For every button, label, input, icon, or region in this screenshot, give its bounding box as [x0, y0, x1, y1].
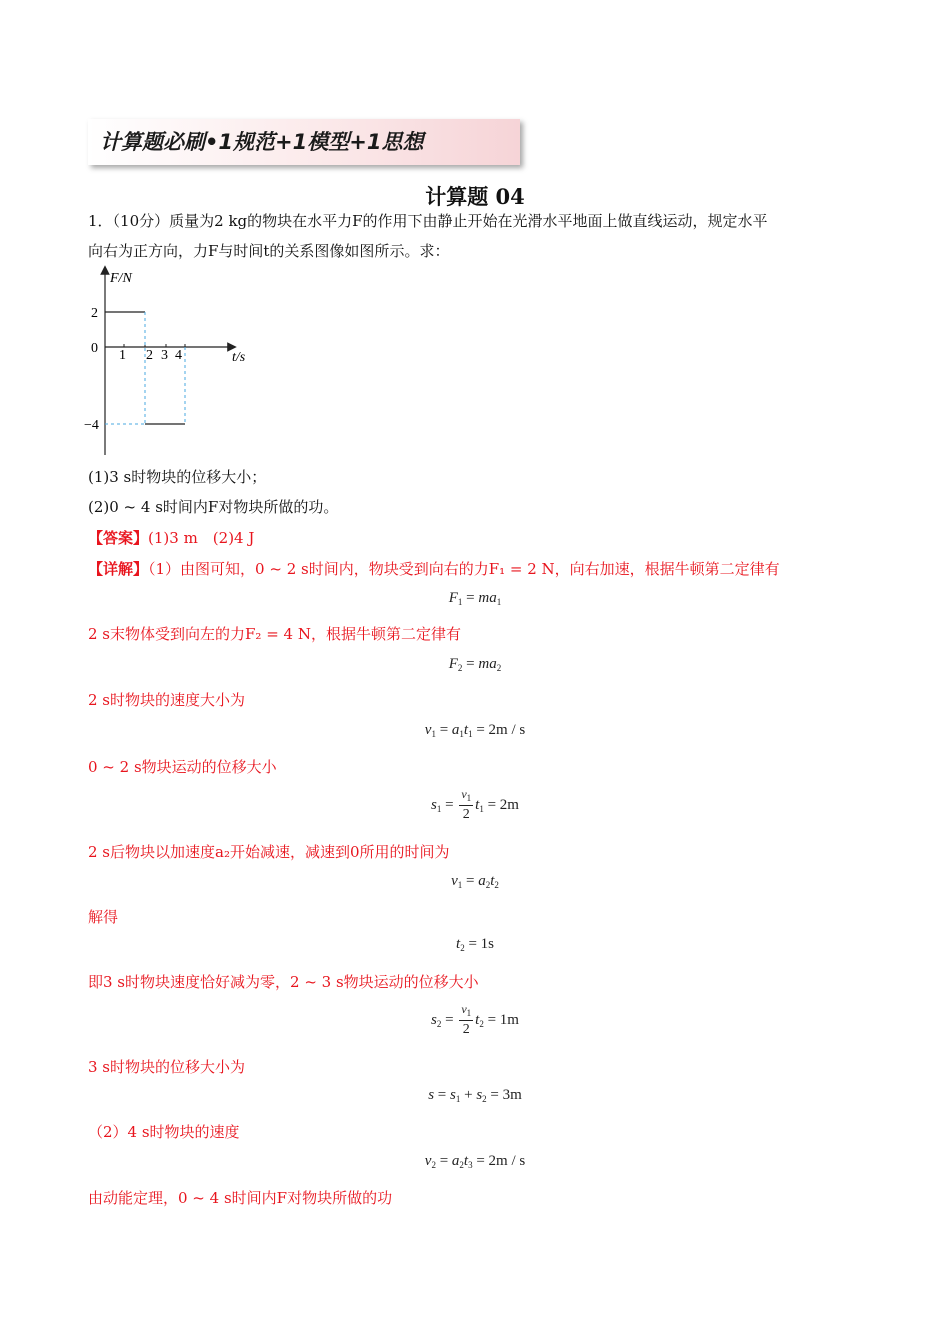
y-tick-neg4: −4 [84, 418, 99, 433]
banner-text: 计算题必刷•1规范+1模型+1思想 [100, 130, 424, 154]
detail-line-10: 由动能定理，0 ~ 4 s时间内F对物块所做的功 [88, 1189, 393, 1207]
sub-question-1: (1)3 s时物块的位移大小； [88, 468, 267, 486]
section-banner [88, 119, 520, 165]
detail-label: 【详解】 [88, 560, 149, 578]
equation-f1: $F_1 = ma_1$ [448, 590, 502, 607]
detail-line-5: 2 s后物块以加速度a₂开始减速，减速到0所用的时间为 [88, 843, 450, 861]
x-tick-1: 1 [119, 348, 126, 363]
answer-label: 【答案】 [88, 529, 149, 547]
y-tick-0: 0 [91, 341, 98, 356]
equation-s1: $s_1$ = $\frac{v_1}{2}$ $t_1 = 2m$ [431, 787, 519, 822]
sub-question-2: (2)0 ~ 4 s时间内F对物块所做的功。 [88, 498, 339, 516]
detail-line-6: 解得 [88, 908, 119, 926]
equation-v1: $v_1 = a_1t_1 = 2m / s$ [424, 722, 526, 739]
detail-line-2: 2 s末物体受到向左的力F₂ = 4 N，根据牛顿第二定律有 [88, 625, 461, 643]
x-tick-2: 2 [146, 348, 153, 363]
force-time-graph [82, 265, 262, 460]
y-tick-2: 2 [91, 306, 98, 321]
detail-line-8: 3 s时物块的位移大小为 [88, 1058, 246, 1076]
page-title: 计算题 04 [425, 184, 525, 209]
equation-t2: $t_2 = 1s$ [456, 936, 494, 953]
detail-line-7: 即3 s时物块速度恰好减为零，2 ~ 3 s物块运动的位移大小 [88, 973, 479, 991]
x-axis-label: t/s [232, 350, 246, 365]
equation-v2: $v_2 = a_2t_3 = 2m / s$ [424, 1153, 526, 1170]
detail-line-9: （2）4 s时物块的速度 [88, 1123, 240, 1141]
question-line-1: 1．（10分）质量为2 kg的物块在水平力F的作用下由静止开始在光滑水平地面上做直线运动，规定水平 [88, 212, 768, 230]
question-line-2: 向右为正方向，力F与时间t的关系图像如图所示。求： [88, 242, 450, 260]
detail-line-1: 【详解】（1）由图可知，0 ~ 2 s时间内，物块受到向右的力F₁ = 2 N，向右加速，根据牛顿第二定律有 [88, 560, 780, 578]
equation-v1-a2t2: $v_1 = a_2t_2$ [451, 873, 499, 890]
answer-line [88, 528, 254, 548]
y-axis-label: F/N [110, 271, 132, 286]
answer-text: (1)3 m (2)4 J [148, 529, 255, 547]
equation-f2: $F_2 = ma_2$ [448, 656, 502, 673]
detail-line-4: 0 ~ 2 s物块运动的位移大小 [88, 758, 277, 776]
equation-s-total: $s = s_1 + s_2 = 3m$ [428, 1087, 522, 1104]
detail-line-3: 2 s时物块的速度大小为 [88, 691, 246, 709]
equation-s2: $s_2$ = $\frac{v_1}{2}$ $t_2 = 1m$ [431, 1002, 519, 1037]
x-tick-3: 3 [161, 348, 168, 363]
x-tick-4: 4 [175, 348, 182, 363]
